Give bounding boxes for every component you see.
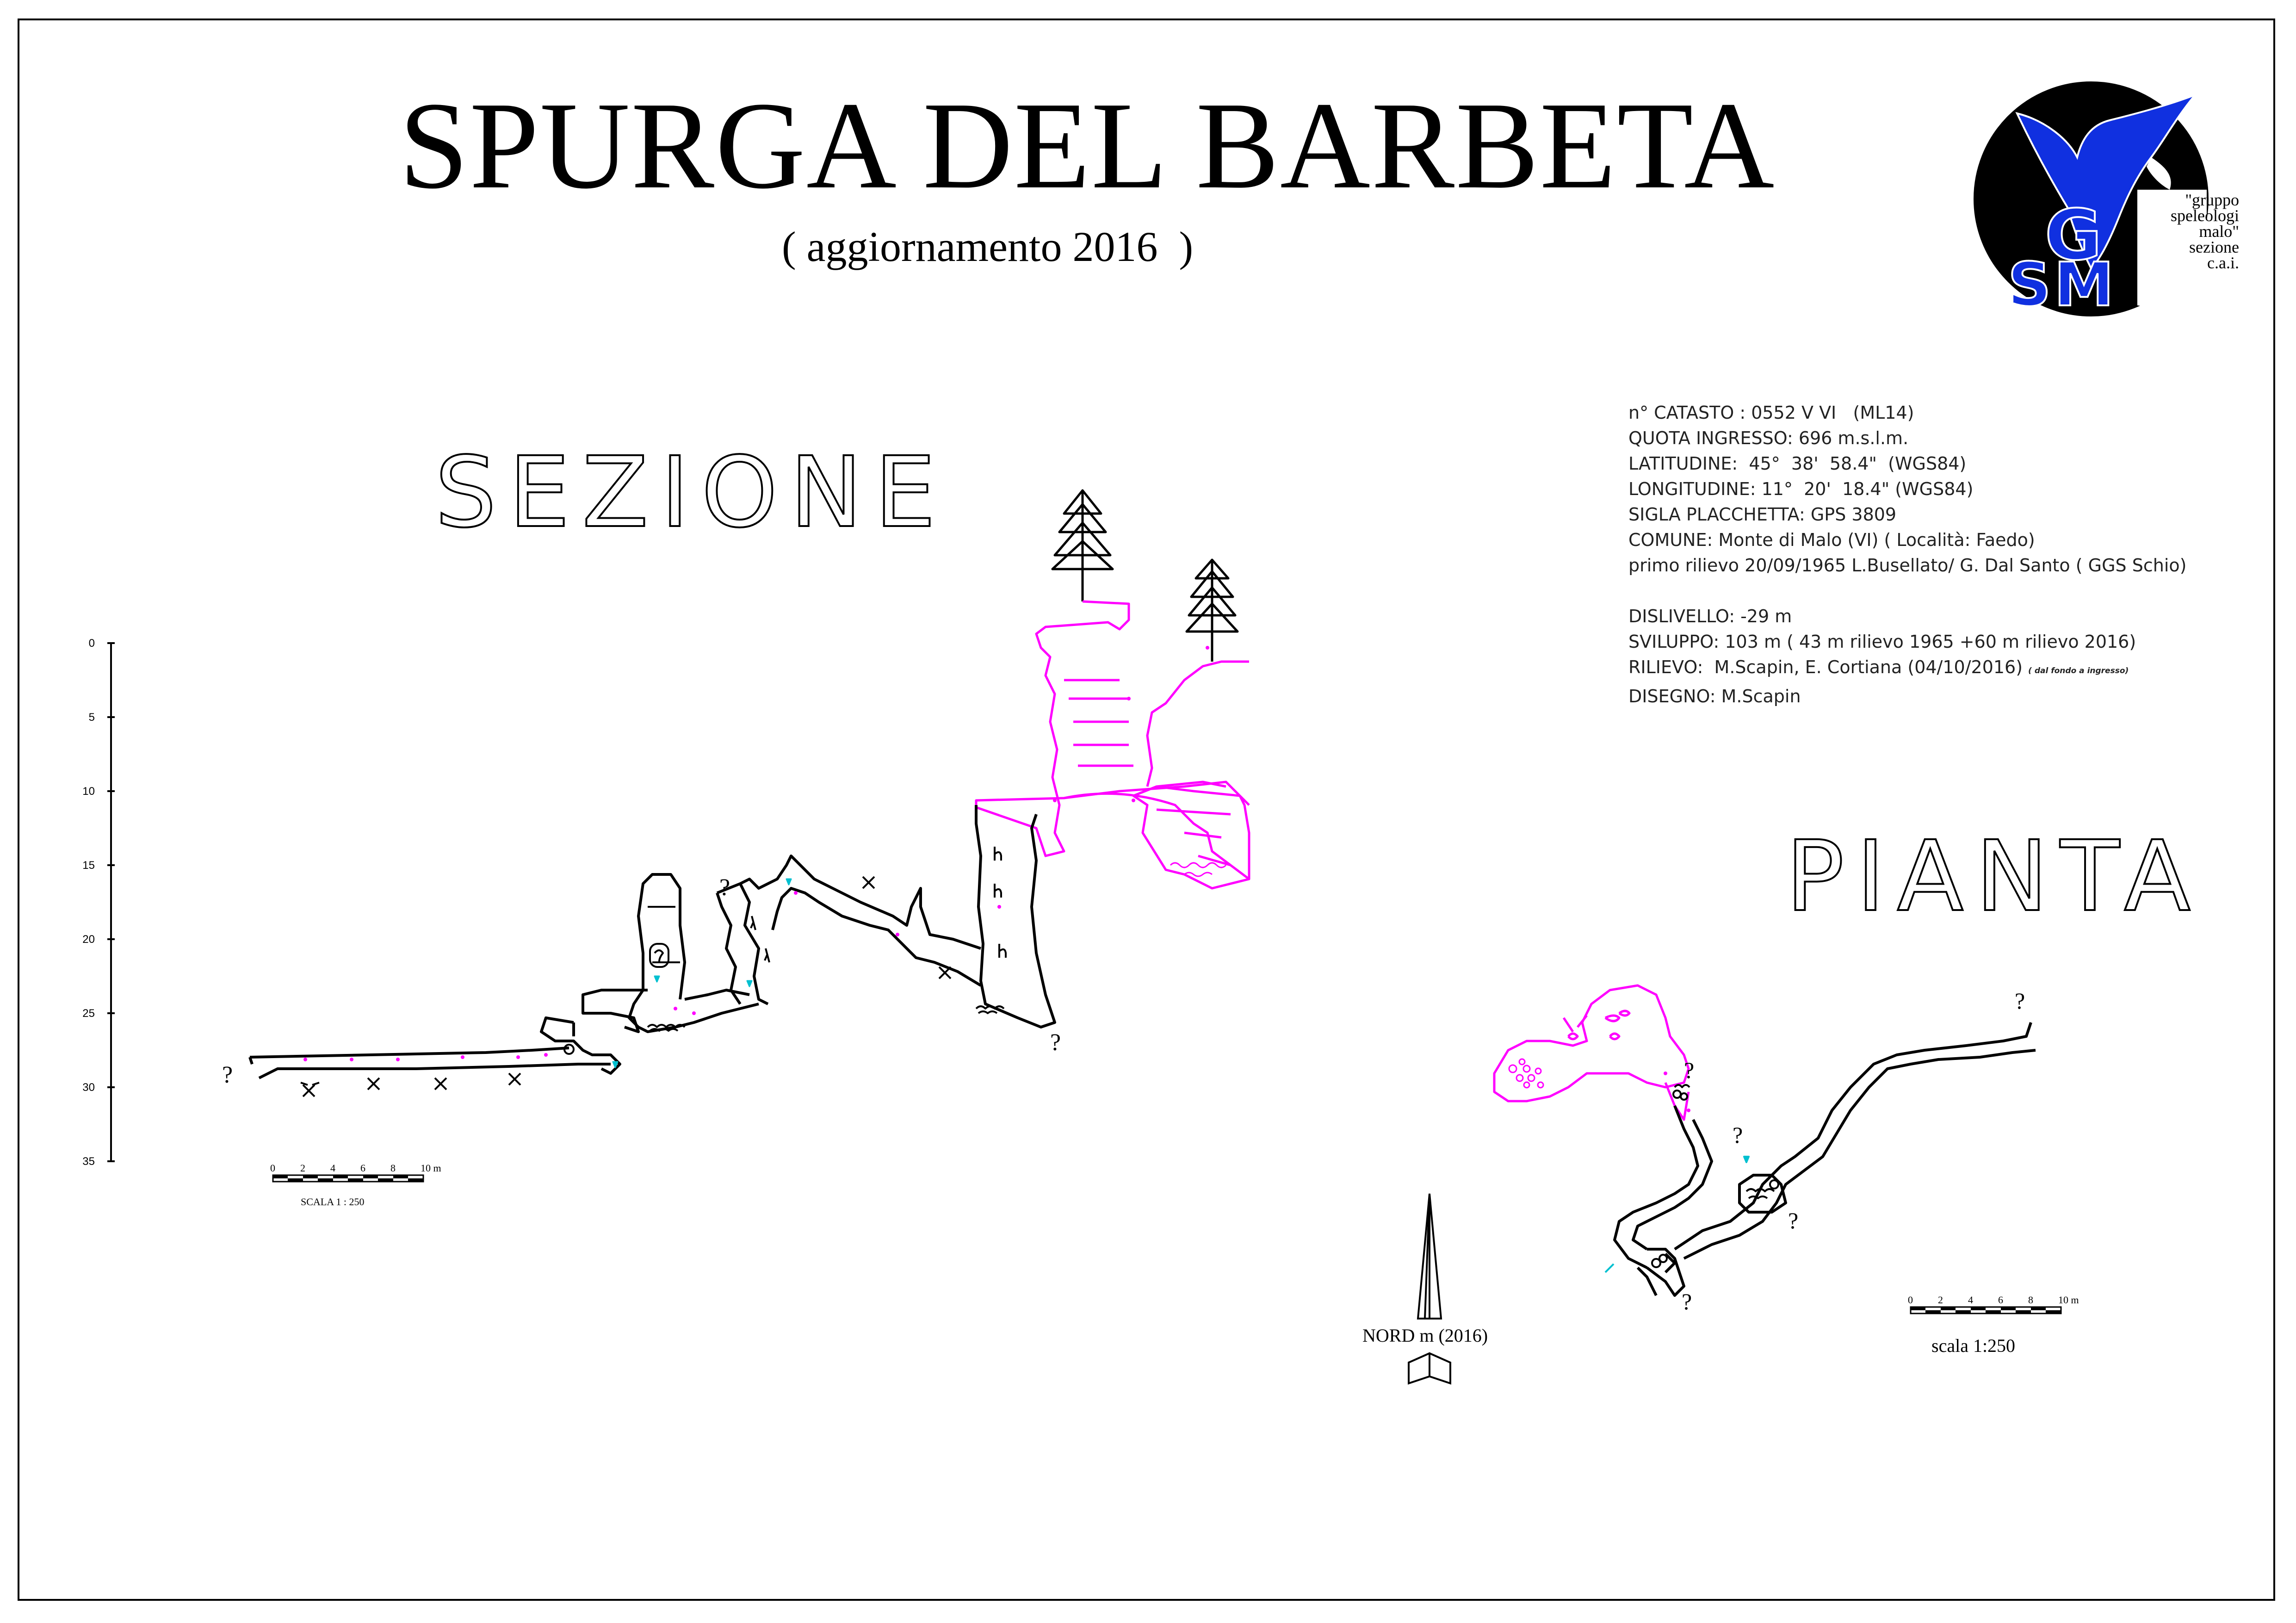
depth-tick-label: 10 xyxy=(82,785,95,798)
logo-line: "gruppo xyxy=(2185,191,2239,209)
info-placchetta: SIGLA PLACCHETTA: GPS 3809 xyxy=(1628,504,1897,525)
unknown-continuation-mark: ? xyxy=(1788,1208,1799,1233)
plan-scale-tick-label: 8 xyxy=(2028,1294,2033,1306)
plan-scale-caption: scala 1:250 xyxy=(1931,1335,2016,1356)
info-catasto: n° CATASTO : 0552 V VI (ML14) xyxy=(1628,403,1914,423)
north-arrow-icon xyxy=(1409,1194,1450,1383)
page-title: SPURGA DEL BARBETA xyxy=(399,76,1776,215)
hammer-icon xyxy=(301,877,951,1096)
section-scale-tick-label: 10 m xyxy=(421,1162,441,1174)
depth-tick-label: 5 xyxy=(88,711,95,724)
logo-letter-m: M xyxy=(2054,249,2114,320)
logo-line: malo" xyxy=(2199,222,2239,241)
section-new-survey xyxy=(976,601,1249,888)
depth-tick-label: 0 xyxy=(88,637,95,650)
page-subtitle: ( aggiornamento 2016 ) xyxy=(782,223,1194,270)
plan-scale-tick-label: 2 xyxy=(1938,1294,1943,1306)
section-scale-tick-label: 6 xyxy=(360,1162,365,1174)
depth-tick-label: 15 xyxy=(82,859,95,872)
section-details xyxy=(564,907,1004,1054)
plan-scale-tick-label: 4 xyxy=(1968,1294,1973,1306)
section-scale-tick-label: 8 xyxy=(390,1162,396,1174)
info-rilievo-note: ( dal fondo a ingresso) xyxy=(2028,666,2129,675)
section-scale-tick-label: 0 xyxy=(270,1162,275,1174)
unknown-continuation-mark: ? xyxy=(2015,988,2025,1014)
unknown-continuation-mark: ? xyxy=(1050,1029,1061,1056)
tree-icon xyxy=(1187,560,1238,662)
info-sviluppo: SVILUPPO: 103 m ( 43 m rilievo 1965 +60 m rilievo 2016) xyxy=(1628,632,2136,652)
section-scale-caption: SCALA 1 : 250 xyxy=(301,1196,365,1208)
plan-old-survey xyxy=(1615,1022,2036,1295)
unknown-continuation-mark: ? xyxy=(719,874,730,901)
cave-plan xyxy=(1494,985,2036,1314)
depth-tick-label: 30 xyxy=(82,1081,95,1094)
unknown-continuation-mark: ? xyxy=(1733,1122,1743,1148)
section-scale-tick-label: 4 xyxy=(330,1162,335,1174)
info-rilievo-text: RILIEVO: M.Scapin, E. Cortiana (04/10/2016) xyxy=(1628,657,2023,677)
unknown-continuation-mark: ? xyxy=(1682,1288,1692,1314)
logo-line: sezione xyxy=(2189,238,2239,256)
info-disegno: DISEGNO: M.Scapin xyxy=(1628,686,1801,706)
logo-letter-s: S xyxy=(2008,249,2051,320)
info-latitudine: LATITUDINE: 45° 38' 58.4" (WGS84) xyxy=(1628,453,1967,474)
survey-stations xyxy=(303,646,1209,1061)
plan-scale-tick-label: 0 xyxy=(1908,1294,1913,1306)
depth-tick-label: 25 xyxy=(82,1007,95,1020)
plan-scale-bar xyxy=(1908,1294,2079,1356)
plan-scale-tick-label: 10 m xyxy=(2058,1294,2079,1306)
unknown-continuation-mark: ? xyxy=(1684,1057,1695,1083)
info-longitudine: LONGITUDINE: 11° 20' 18.4" (WGS84) xyxy=(1628,479,1974,499)
info-dislivello: DISLIVELLO: -29 m xyxy=(1628,606,1792,626)
section-old-survey xyxy=(250,805,1055,1078)
logo-text xyxy=(2147,192,2239,271)
logo-line: c.a.i. xyxy=(2207,254,2239,272)
depth-scale xyxy=(82,637,115,1168)
logo-line: speleologi xyxy=(2171,206,2239,225)
info-quota: QUOTA INGRESSO: 696 m.s.l.m. xyxy=(1628,428,1909,448)
info-primo-rilievo: primo rilievo 20/09/1965 L.Busellato/ G. Dal Santo ( GGS Schio) xyxy=(1628,555,2187,576)
tree-icon xyxy=(1052,490,1113,601)
plan-new-survey xyxy=(1494,985,1689,1120)
unknown-continuation-mark: ? xyxy=(222,1062,233,1088)
section-scale-bar xyxy=(270,1162,441,1208)
plan-heading: PIANTA xyxy=(1786,820,2203,933)
section-debris xyxy=(1170,863,1226,876)
depth-tick-label: 20 xyxy=(82,933,95,946)
section-heading: SEZIONE xyxy=(435,436,948,549)
plan-scale-tick-label: 6 xyxy=(1998,1294,2003,1306)
cave-section xyxy=(222,490,1249,1096)
logo-letter-g: G xyxy=(2045,195,2102,276)
north-label: NORD m (2016) xyxy=(1362,1325,1488,1346)
depth-tick-label: 35 xyxy=(82,1155,95,1168)
info-comune: COMUNE: Monte di Malo (VI) ( Località: Faedo) xyxy=(1628,530,2035,550)
section-scale-tick-label: 2 xyxy=(300,1162,305,1174)
